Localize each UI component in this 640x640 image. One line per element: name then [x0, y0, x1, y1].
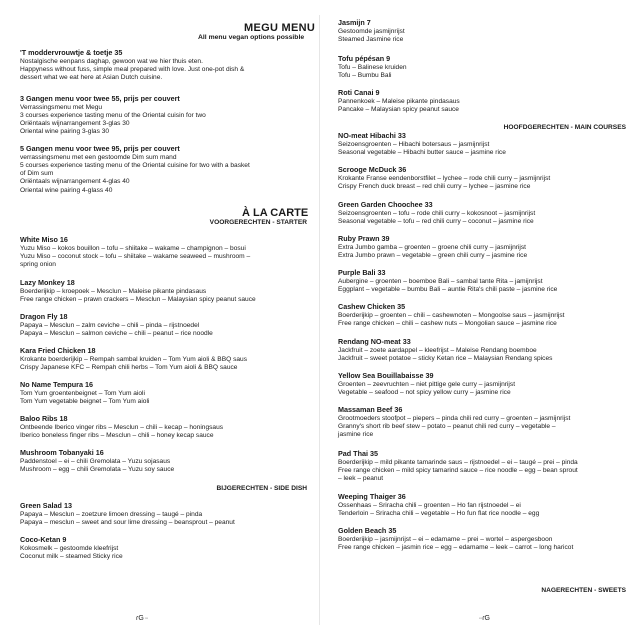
- page-divider: [319, 15, 320, 625]
- dish-line: Yuzu Miso – coconut stock – tofu – shiitake – wakame seaweed – mushroom –: [20, 253, 251, 260]
- dish-name: Golden Beach 35: [338, 526, 397, 535]
- menu-item-massaman-beef: [338, 406, 570, 439]
- dish-line: Ontbeende Iberico vinger ribs – Mesclun – chili – kecap – honingsaus: [20, 423, 224, 431]
- dish-name: Green Salad 13: [20, 501, 72, 510]
- dish-name: Massaman Beef 36: [338, 405, 403, 414]
- dish-line: Aubergine – groenten – boemboe Bali – sambal tante Rita – jamijnrijst: [338, 277, 543, 285]
- dish-line: Tofu – Bumbu Bali: [338, 72, 392, 79]
- dish-name: Mushroom Tobanyaki 16: [20, 448, 104, 457]
- dish-name: Green Garden Choochee 33: [338, 200, 433, 209]
- intro-line: Verrassingsmenu met Megu: [20, 103, 103, 111]
- menu-item-roti-canai: [338, 89, 460, 114]
- dish-line: Papaya – Mesclun – zalm ceviche – chili – pinda – rijstnoedel: [20, 321, 200, 329]
- dish-name: Scrooge McDuck 36: [338, 165, 407, 174]
- dish-line: Seasonal vegetable – tofu – red chili curry – coconut – jasmine rice: [338, 218, 534, 225]
- intro-item-name: 5 Gangen menu voor twee 95, prijs per couvert: [20, 144, 180, 153]
- intro-line: Oriëntaals wijnarrangement 3-glas 30: [20, 120, 130, 128]
- dish-line: Crispy French duck breast – red chili curry – lychee – jasmine rice: [338, 183, 531, 190]
- intro-item-name: 'T moddervrouwtje & toetje 35: [20, 48, 123, 57]
- dish-line: Pannenkoek – Maleise pikante pindasaus: [338, 97, 460, 105]
- dish-line: Boerderijkip – jasmijnrijst – ei – edamame – prei – wortel – aspergesboon: [338, 535, 553, 543]
- menu-item-green-garden-choochee: [338, 201, 535, 226]
- dish-line: Tofu – Balinese kruiden: [338, 63, 407, 71]
- a-la-carte-title: À LA CARTE: [242, 207, 309, 219]
- side-heading: BIJGERECHTEN - SIDE DISH: [216, 485, 307, 492]
- dish-name: Cashew Chicken 35: [338, 302, 406, 311]
- dish-line: Seizoensgroenten – Hibachi botersaus – jasmijnrijst: [338, 140, 490, 148]
- menu-item-pad-thai: [338, 450, 578, 483]
- dish-name: Purple Bali 33: [338, 268, 386, 277]
- dish-line: Coconut milk – steamed Sticky rice: [20, 553, 123, 560]
- intro-line: Happyness without fuss, simple meal prepared with love. Just one-pot dish &: [20, 66, 245, 73]
- dish-name: Lazy Monkey 18: [20, 278, 75, 287]
- dish-line: Yuzu Miso – kokos bouillon – tofu – shiitake – wakame – champignon – bosui: [20, 244, 246, 252]
- dish-name: NO-meat Hibachi 33: [338, 131, 406, 140]
- dish-line: Extra Jumbo prawn – vegetable – green chili curry – jasmine rice: [338, 252, 528, 259]
- menu-item-scrooge-mcduck: [338, 166, 550, 191]
- dish-name: Rendang NO-meat 33: [338, 337, 411, 346]
- dish-line: Kokosmelk – gestoomde kleefrijst: [20, 544, 119, 552]
- menu-subtitle: All menu vegan options possible: [198, 34, 305, 41]
- intro-item-0: [20, 49, 244, 82]
- dish-line: Eggplant – vegetable – bumbu Bali – auntie Rita's chili paste – jasmine rice: [338, 286, 558, 293]
- intro-line: Oriental wine pairing 3-glas 30: [20, 128, 110, 136]
- intro-line: of Dim sum: [20, 170, 54, 178]
- dish-line: Krokante boerderijkip – Rempah sambal kruiden – Tom Yum aioli & BBQ saus: [20, 355, 247, 363]
- intro-line: Oriëntaals wijnarrangement 4-glas 40: [20, 178, 130, 186]
- dish-line: Extra Jumbo gamba – groenten – groene chili curry – jasmijnrijst: [338, 243, 527, 251]
- dish-line: Papaya – Mesclun – zoetzure limoen dressing – taugé – pinda: [20, 510, 203, 518]
- dish-line: Free range chicken – prawn crackers – Mesclun – Malaysian spicy peanut sauce: [20, 296, 256, 303]
- dish-line: Krokante Franse eendenborstfilet – lychee – rode chili curry – jasmijnrijst: [338, 174, 551, 182]
- dish-name: Ruby Prawn 39: [338, 234, 390, 243]
- menu-item-golden-beach: [338, 527, 573, 552]
- dish-name: Pad Thai 35: [338, 449, 378, 458]
- dish-name: Jasmijn 7: [338, 18, 371, 27]
- dish-line: Free range chicken – jasmin rice – egg – edamame – leek – carrot – long haricot: [338, 544, 574, 551]
- intro-line: Nostalgische eenpans daghap, gewoon wat we hier thuis eten.: [20, 57, 203, 65]
- main-heading: HOOFDGERECHTEN - MAIN COURSES: [503, 124, 626, 131]
- dish-name: Roti Canai 9: [338, 88, 380, 97]
- dish-line: Free range chicken – chili – cashew nuts – Mongolian sauce – jasmine rice: [338, 320, 557, 327]
- dish-name: Yellow Sea Bouillabaisse 39: [338, 371, 434, 380]
- dish-line: Tom Yum vegetable beignet – Tom Yum aioli: [20, 398, 150, 405]
- dish-line: Jackfruit – sweet potatoe – sticky Ketan rice – Malaysian Rendang spices: [338, 355, 553, 362]
- dish-line: Free range chicken – mild spicy tamarind sauce – rice noodle – egg – bean sprout: [338, 467, 578, 474]
- dish-line: spring onion: [20, 261, 56, 269]
- intro-line: 3 courses experience tasting menu of the Oriental cuisin for two: [20, 112, 206, 119]
- intro-line: 5 courses experience tasting menu of the Oriental cuisine for two with a basket: [20, 162, 250, 169]
- dish-line: Pancake – Malaysian spicy peanut sauce: [338, 106, 459, 113]
- dish-line: Granny's short rib beef stew – potato – peanut chili red curry – vegetable –: [338, 423, 556, 430]
- dish-line: Steamed Jasmine rice: [338, 36, 404, 43]
- dish-name: Coco-Ketan 9: [20, 535, 67, 544]
- intro-line: Oriental wine pairing 4-glass 40: [20, 186, 113, 194]
- menu-title: MEGU MENU: [244, 22, 316, 34]
- dish-line: Crispy Japanese KFC – Rempah chili herbs – Tom Yum aioli & BBQ sauce: [20, 364, 238, 371]
- dish-line: Papaya – mesclun – sweet and sour lime dressing – beansprout – peanut: [20, 519, 235, 526]
- menu-item-dragon-fly: [20, 313, 213, 338]
- dish-name: Dragon Fly 18: [20, 312, 68, 321]
- menu-item-white-miso: [20, 236, 250, 269]
- dish-name: Kara Fried Chicken 18: [20, 346, 96, 355]
- logo-left: ɾG▪▪▪: [136, 614, 148, 622]
- dish-line: Boerderijkip – groenten – chili – cashewnoten – Mongoolse saus – jasmijnrijst: [338, 311, 565, 319]
- dish-name: Tofu pépésan 9: [338, 54, 391, 63]
- intro-line: verrassingsmenu met een gestoomde Dim sum mand: [20, 153, 177, 161]
- dish-line: jasmine rice: [338, 431, 374, 439]
- menu-item-jasmijn: [338, 19, 405, 44]
- menu-item-mushroom-tobanyaki: [20, 449, 174, 474]
- dish-name: Baloo Ribs 18: [20, 414, 68, 423]
- dish-line: Grootmoeders stoofpot – piepers – pinda chili red curry – groenten – jasmijnrijst: [338, 414, 571, 422]
- dish-name: No Name Tempura 16: [20, 380, 93, 389]
- dish-line: Paddenstoel – ei – chili Gremolata – Yuzu sojasaus: [20, 457, 171, 465]
- menu-item-green-salad: [20, 502, 235, 527]
- dish-name: White Miso 16: [20, 235, 68, 244]
- menu-item-baloo-ribs: [20, 415, 223, 440]
- menu-item-coco-ketan: [20, 536, 123, 561]
- intro-item-1: [20, 95, 206, 137]
- logo-right: ▪▪▪ɾG: [479, 614, 490, 622]
- dish-line: Gestoomde jasmijnrijst: [338, 27, 405, 35]
- menu-item-yellow-sea-bouillabaisse: [338, 372, 515, 397]
- intro-item-2: [20, 145, 250, 195]
- dish-line: – leek – peanut: [338, 475, 384, 483]
- dish-line: Groenten – zeevruchten – niet pittige gele curry – jasmijnrijst: [338, 380, 516, 388]
- dish-line: Boerderijkip – mild pikante tamarinde saus – rijstnoedel – ei – taugé – prei – pinda: [338, 458, 578, 466]
- menu-item-lazy-monkey: [20, 279, 256, 304]
- dish-name: Weeping Thaiger 36: [338, 492, 406, 501]
- dish-line: Tom Yum groentenbeignet – Tom Yum aioli: [20, 389, 145, 397]
- menu-item-rendang-no-meat: [338, 338, 552, 363]
- dish-line: Jackfruit – zoete aardappel – kleefrijst – Maleise Rendang boemboe: [338, 346, 537, 354]
- dish-line: Mushroom – egg – chili Gremolata – Yuzu soy sauce: [20, 466, 175, 473]
- starter-heading: VOORGERECHTEN - STARTER: [209, 219, 307, 226]
- menu-item-no-meat-hibachi: [338, 132, 506, 157]
- menu-item-cashew-chicken: [338, 303, 565, 328]
- menu-item-purple-bali: [338, 269, 557, 294]
- dessert-heading: NAGERECHTEN - SWEETS: [541, 587, 626, 594]
- dish-line: Boerderijkip – kroepoek – Mesclun – Maleise pikante pindasaus: [20, 287, 207, 295]
- dish-line: Seasonal vegetable – Hibachi butter sauce – jasmine rice: [338, 149, 506, 156]
- dish-line: Tenderloin – Sriracha chili – vegetable – Ho fun flat rice noodle – egg: [338, 510, 540, 517]
- menu-item-ruby-prawn: [338, 235, 527, 260]
- dish-line: Vegetable – seafood – not spicy yellow curry – jasmine rice: [338, 389, 511, 396]
- dish-line: Ossenhaas – Sriracha chili – groenten – Ho fan rijstnoedel – ei: [338, 501, 521, 509]
- menu-item-kara-fried-chicken: [20, 347, 247, 372]
- menu-item-no-name-tempura: [20, 381, 149, 406]
- menu-item-weeping-thaiger: [338, 493, 539, 518]
- intro-line: dessert what we eat here at Asian Dutch cuisine.: [20, 74, 163, 82]
- intro-item-name: 3 Gangen menu voor twee 55, prijs per couvert: [20, 94, 180, 103]
- dish-line: Seizoensgroenten – tofu – rode chili curry – kokosnoot – jasmijnrijst: [338, 209, 536, 217]
- dish-line: Papaya – Mesclun – salmon ceviche – chili – peanut – rice noodle: [20, 330, 213, 337]
- dish-line: Iberico boneless finger ribs – Mesclun – chili – honey kecap sauce: [20, 432, 214, 439]
- menu-item-tofu-pepesan: [338, 55, 407, 80]
